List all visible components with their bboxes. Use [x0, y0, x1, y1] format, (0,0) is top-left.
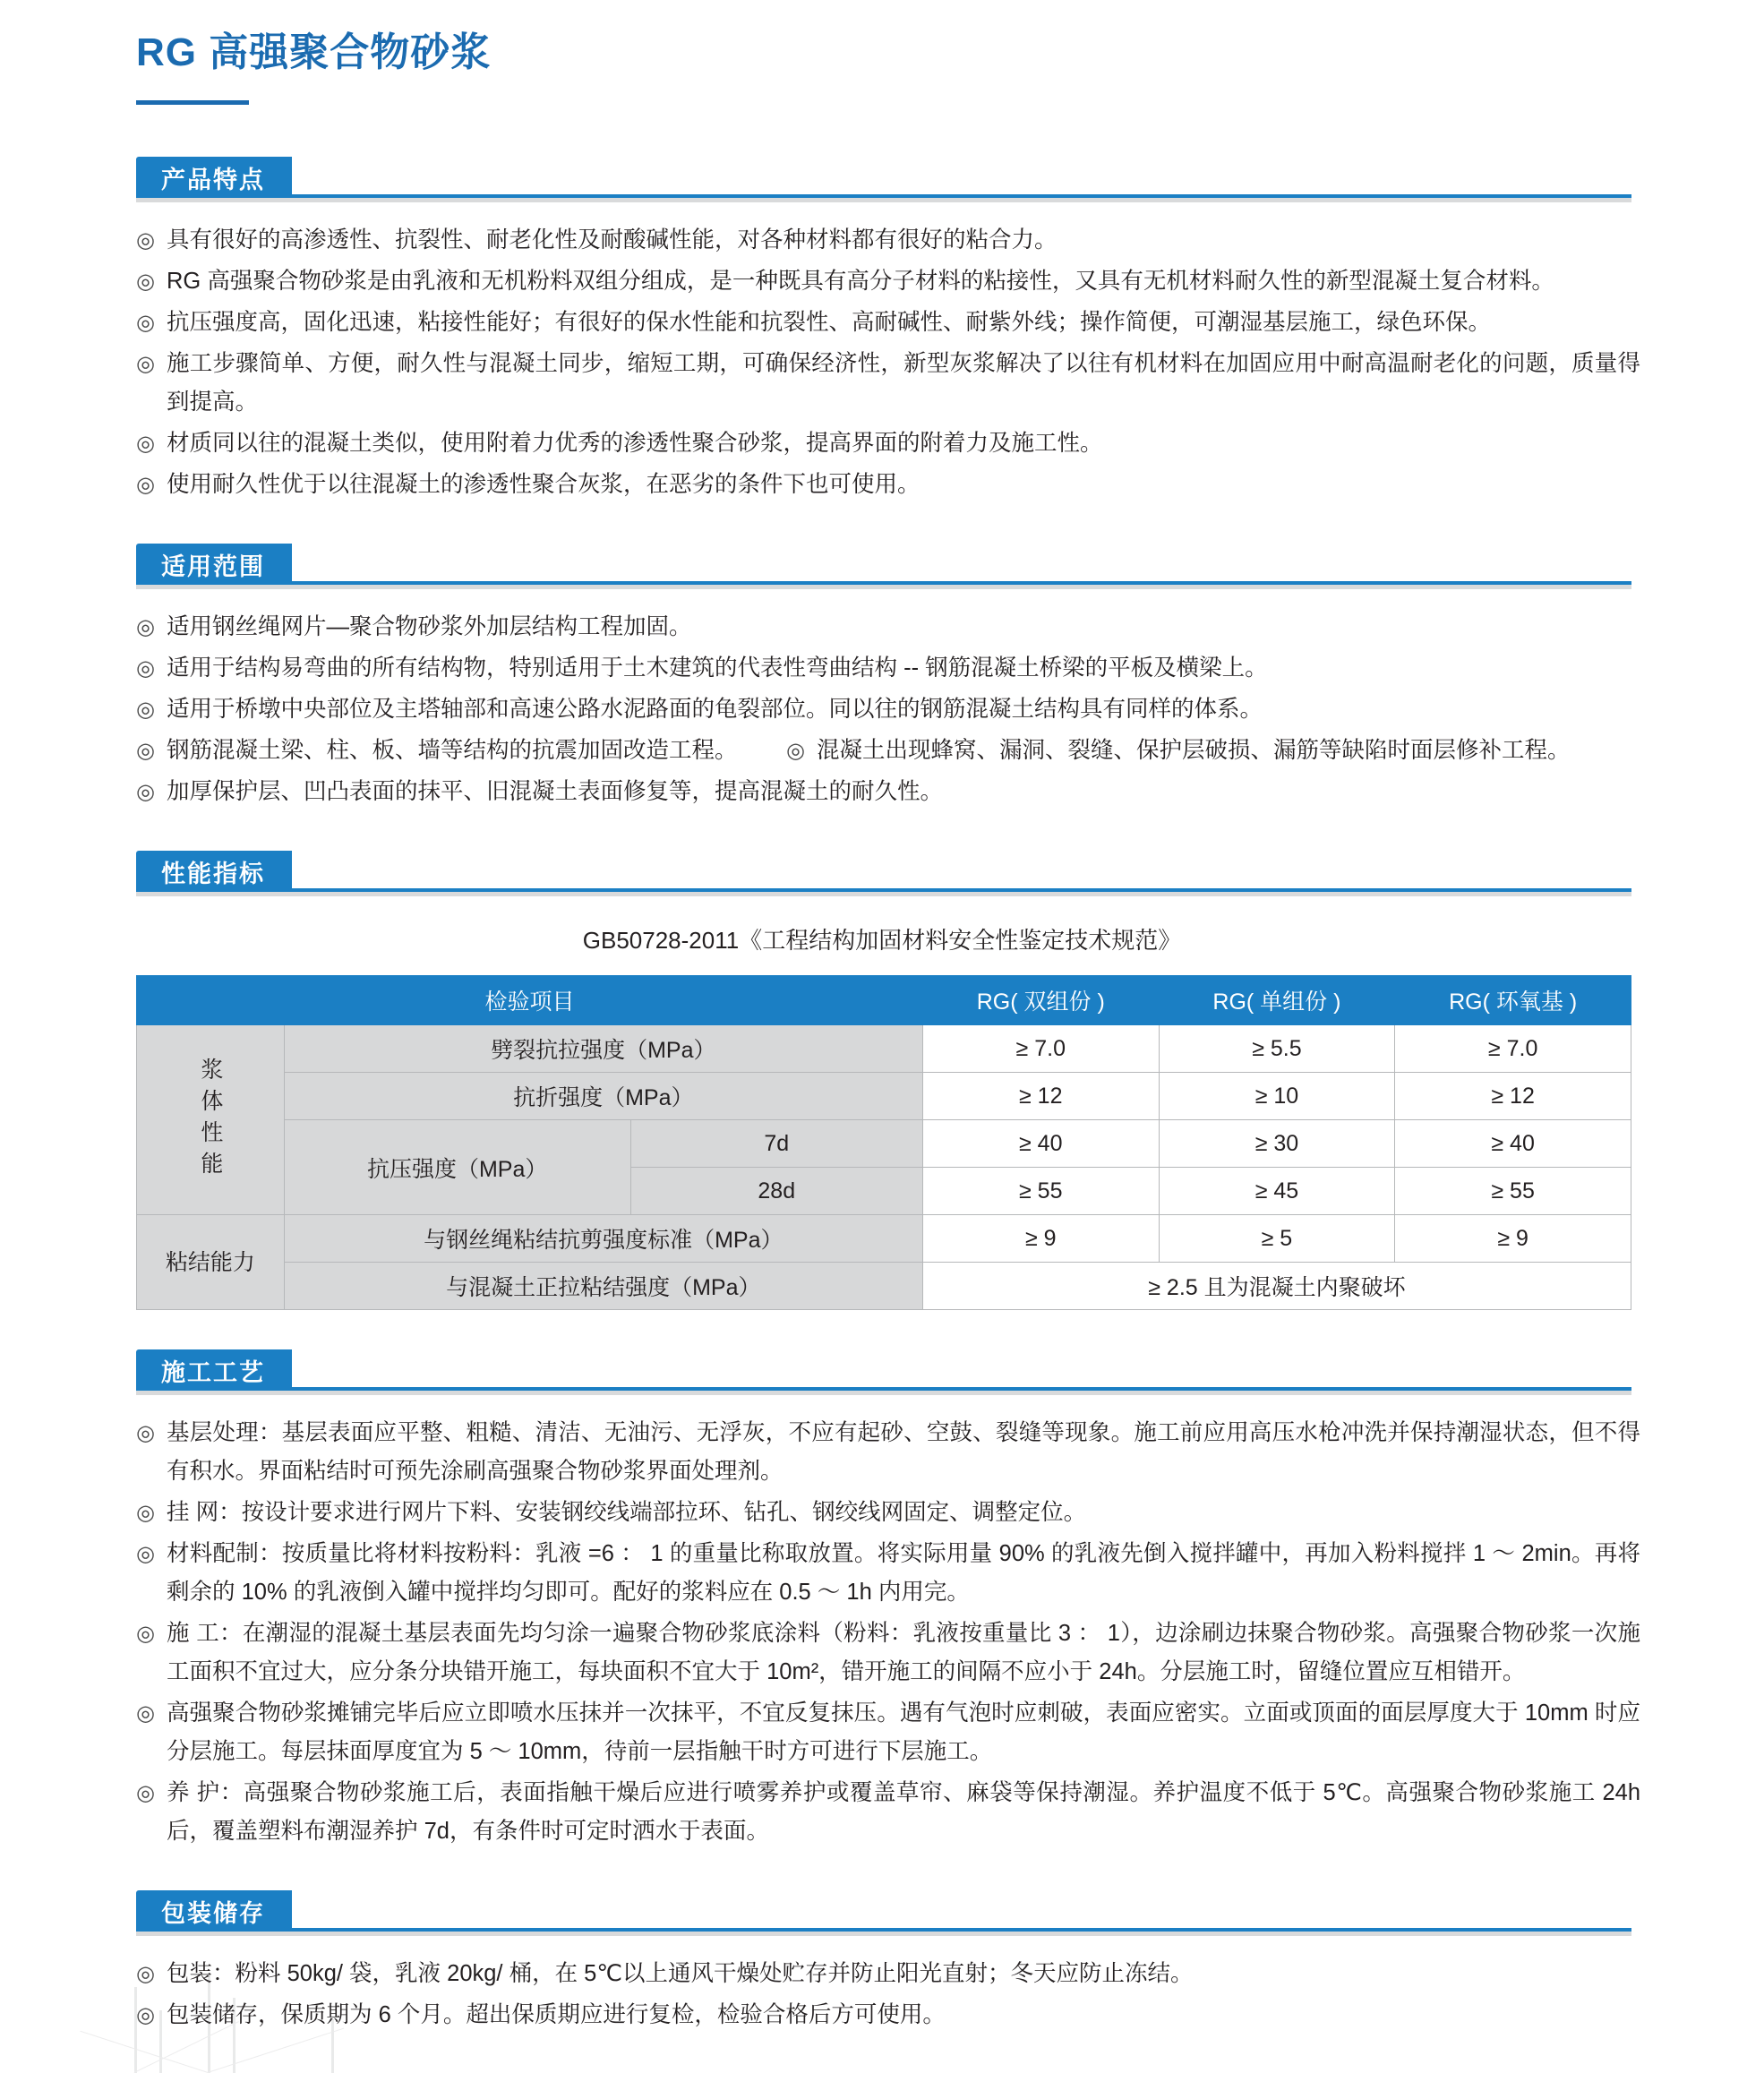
cell-value: ≥ 5.5 [1159, 1025, 1395, 1073]
list-item [136, 690, 1640, 729]
bullet-icon: ◎ [136, 1701, 155, 1726]
bullet-icon: ◎ [136, 473, 155, 497]
list-item-text: 包装：粉料 50kg/ 袋，乳液 20kg/ 桶，在 5℃以上通风干燥处贮存并防止阳光直射；冬天应防止冻结。 [167, 1961, 1194, 1986]
bullet-icon: ◎ [136, 656, 155, 681]
page-title: RG 高强聚合物砂浆 [136, 30, 492, 74]
row-group-label-bond: 粘结能力 [137, 1215, 285, 1310]
section-title-bar [136, 1349, 292, 1391]
list-item [136, 1615, 1640, 1692]
section-title-text: 产品特点 [161, 166, 265, 193]
list-item [136, 1694, 1640, 1771]
bullet-icon: ◎ [136, 1542, 155, 1566]
section-rule-shadow [136, 892, 1631, 896]
section-header-performance [136, 851, 1631, 892]
list-item [136, 1494, 1640, 1532]
section-rule-shadow [136, 585, 1631, 589]
bullet-icon: ◎ [136, 1501, 155, 1525]
list-item-text: 具有很好的高渗透性、抗裂性、耐老化性及耐酸碱性能，对各种材料都有很好的粘合力。 [167, 227, 1058, 253]
section-header-process [136, 1349, 1631, 1391]
cell-value: ≥ 55 [922, 1168, 1159, 1215]
row-sublabel: 7d [630, 1120, 922, 1168]
features-list [136, 221, 1640, 504]
column-header-rg-single: RG( 单组份 ) [1159, 976, 1395, 1025]
bullet-icon: ◎ [786, 739, 805, 763]
column-header-rg-epoxy: RG( 环氧基 ) [1395, 976, 1631, 1025]
list-item-text: 加厚保护层、凹凸表面的抹平、旧混凝土表面修复等，提高混凝土的耐久性。 [167, 779, 944, 804]
section-title-bar [136, 157, 292, 198]
bullet-icon: ◎ [136, 228, 155, 253]
list-item [136, 466, 1640, 504]
bullet-icon: ◎ [136, 698, 155, 722]
list-item [136, 773, 1640, 811]
cell-value: ≥ 40 [1395, 1120, 1631, 1168]
list-item-secondary [786, 732, 1640, 770]
bullet-icon: ◎ [136, 780, 155, 804]
section-header-scope [136, 544, 1631, 585]
row-label: 抗折强度（MPa） [284, 1073, 922, 1120]
list-item-text: 施 工：在潮湿的混凝土基层表面先均匀涂一遍聚合物砂浆底涂料（粉料：乳液按重量比 3 ： 1），边涂刷边抹聚合物砂浆。高强聚合物砂浆一次施工面积不宜过大，应分条分块错开施工，每块面积不宜大于 10m²，错开施工的间隔不应小于 24h。分层施工时，留缝位置应互相错开。 [167, 1621, 1640, 1684]
process-list [136, 1414, 1640, 1851]
list-item-text: 养 护：高强聚合物砂浆施工后，表面指触干燥后应进行喷雾养护或覆盖草帘、麻袋等保持潮湿。养护温度不低于 5℃。高强聚合物砂浆施工 24h 后，覆盖塑料布潮湿养护 7d，有条件时可定时洒水于表面。 [167, 1780, 1640, 1844]
list-item-text: 材料配制：按质量比将材料按粉料：乳液 =6 ： 1 的重量比称取放置。将实际用量 90% 的乳液先倒入搅拌罐中，再加入粉料搅拌 1 ～ 2min。再将剩余的 10% 的乳液倒入罐中搅拌均匀即可。配好的浆料应在 0.5 ～ 1h 内用完。 [167, 1541, 1640, 1605]
table-row [137, 1025, 1631, 1073]
section-title-text: 适用范围 [161, 553, 265, 580]
list-item [136, 1774, 1640, 1851]
section-header-packaging [136, 1890, 1631, 1932]
bullet-icon: ◎ [136, 432, 155, 456]
list-item-text: 钢筋混凝土梁、柱、板、墙等结构的抗震加固改造工程。 [167, 738, 738, 763]
bullet-icon: ◎ [136, 739, 155, 763]
packaging-list [136, 1955, 1640, 2034]
section-title-text: 包装储存 [161, 1899, 265, 1927]
list-item-text: 挂 网：按设计要求进行网片下料、安装钢绞线端部拉环、钻孔、钢绞线网固定、调整定位。 [167, 1500, 1087, 1525]
bullet-icon: ◎ [136, 2003, 155, 2027]
column-header-rg-dual: RG( 双组份 ) [922, 976, 1159, 1025]
list-item-text: 材质同以往的混凝土类似，使用附着力优秀的渗透性聚合砂浆，提高界面的附着力及施工性。 [167, 431, 1103, 456]
row-group-label-paste: 浆体性能 [137, 1025, 285, 1215]
title-underline [136, 100, 249, 105]
cell-value: ≥ 12 [922, 1073, 1159, 1120]
cell-value: ≥ 9 [1395, 1215, 1631, 1263]
list-item [136, 608, 1640, 647]
bullet-icon: ◎ [136, 1622, 155, 1646]
row-label: 与钢丝绳粘结抗剪强度标准（MPa） [284, 1215, 922, 1263]
cell-value: ≥ 30 [1159, 1120, 1395, 1168]
list-item [136, 345, 1640, 422]
list-item-text: 混凝土出现蜂窝、漏洞、裂缝、保护层破损、漏筋等缺陷时面层修补工程。 [817, 738, 1571, 763]
cell-value: ≥ 7.0 [1395, 1025, 1631, 1073]
list-item [136, 1955, 1640, 1993]
list-item-text: 使用耐久性优于以往混凝土的渗透性聚合灰浆，在恶劣的条件下也可使用。 [167, 472, 921, 497]
list-item-text: 高强聚合物砂浆摊铺完毕后应立即喷水压抹并一次抹平，不宜反复抹压。遇有气泡时应刺破，表面应密实。立面或顶面的面层厚度大于 10mm 时应分层施工。每层抹面厚度宜为 5 ～ 10mm，待前一层指触干时方可进行下层施工。 [167, 1700, 1640, 1764]
column-header-item: 检验项目 [137, 976, 923, 1025]
table-row [137, 1073, 1631, 1120]
section-header-features [136, 157, 1631, 198]
performance-table [136, 975, 1631, 1310]
row-sublabel: 28d [630, 1168, 922, 1215]
list-item-two-column [136, 732, 1640, 770]
list-item [136, 1414, 1640, 1491]
list-item-text: 抗压强度高，固化迅速，粘接性能好；有很好的保水性能和抗裂性、高耐碱性、耐紫外线；操作简便，可潮湿基层施工，绿色环保。 [167, 310, 1492, 335]
list-item-text: 适用于桥墩中央部位及主塔轴部和高速公路水泥路面的龟裂部位。同以往的钢筋混凝土结构具有同样的体系。 [167, 697, 1263, 722]
list-item [136, 424, 1640, 463]
row-label: 劈裂抗拉强度（MPa） [284, 1025, 922, 1073]
cell-value: ≥ 45 [1159, 1168, 1395, 1215]
scope-list [136, 608, 1640, 811]
cell-value: ≥ 40 [922, 1120, 1159, 1168]
section-rule-shadow [136, 198, 1631, 202]
table-row [137, 1263, 1631, 1310]
list-item-text: 施工步骤简单、方便，耐久性与混凝土同步，缩短工期，可确保经济性，新型灰浆解决了以往有机材料在加固应用中耐高温耐老化的问题，质量得到提高。 [167, 351, 1640, 415]
cell-value: ≥ 5 [1159, 1215, 1395, 1263]
bullet-icon: ◎ [136, 270, 155, 294]
list-item [136, 262, 1640, 301]
list-item-text: 基层处理：基层表面应平整、粗糙、清洁、无油污、无浮灰，不应有起砂、空鼓、裂缝等现象。施工前应用高压水枪冲洗并保持潮湿状态，但不得有积水。界面粘结时可预先涂刷高强聚合物砂浆界面处理剂。 [167, 1420, 1640, 1484]
list-item [136, 649, 1640, 688]
bullet-icon: ◎ [136, 1781, 155, 1805]
section-rule-shadow [136, 1391, 1631, 1395]
section-title-text: 性能指标 [161, 860, 265, 887]
list-item-text: 适用钢丝绳网片—聚合物砂浆外加层结构工程加固。 [167, 614, 692, 639]
cell-value: ≥ 12 [1395, 1073, 1631, 1120]
list-item [136, 221, 1640, 260]
cell-value: ≥ 55 [1395, 1168, 1631, 1215]
bullet-icon: ◎ [136, 311, 155, 335]
cell-value: ≥ 9 [922, 1215, 1159, 1263]
table-row [137, 1215, 1631, 1263]
list-item [136, 1996, 1640, 2034]
bullet-icon: ◎ [136, 615, 155, 639]
cell-value: ≥ 7.0 [922, 1025, 1159, 1073]
list-item [136, 1535, 1640, 1612]
bullet-icon: ◎ [136, 1421, 155, 1445]
section-title-bar [136, 1890, 292, 1932]
bullet-icon: ◎ [136, 1962, 155, 1986]
list-item-text: 适用于结构易弯曲的所有结构物，特别适用于土木建筑的代表性弯曲结构 -- 钢筋混凝土桥梁的平板及横梁上。 [167, 655, 1268, 681]
section-title-text: 施工工艺 [161, 1358, 265, 1386]
section-rule-shadow [136, 1932, 1631, 1936]
table-header-row [137, 976, 1631, 1025]
list-item-text: 包装储存，保质期为 6 个月。超出保质期应进行复检，检验合格后方可使用。 [167, 2002, 946, 2027]
section-title-bar [136, 851, 292, 892]
table-row [137, 1120, 1631, 1168]
list-item [136, 304, 1640, 342]
cell-value: ≥ 10 [1159, 1073, 1395, 1120]
cell-value-merged: ≥ 2.5 且为混凝土内聚破坏 [922, 1263, 1631, 1310]
row-label: 与混凝土正拉粘结强度（MPa） [284, 1263, 922, 1310]
row-label: 抗压强度（MPa） [284, 1120, 630, 1215]
bullet-icon: ◎ [136, 352, 155, 376]
section-title-bar [136, 544, 292, 585]
table-caption: GB50728-2011《工程结构加固材料安全性鉴定技术规范》 [582, 927, 1182, 954]
list-item-text: RG 高强聚合物砂浆是由乳液和无机粉料双组分组成，是一种既具有高分子材料的粘接性，又具有无机材料耐久性的新型混凝土复合材料。 [167, 269, 1554, 294]
